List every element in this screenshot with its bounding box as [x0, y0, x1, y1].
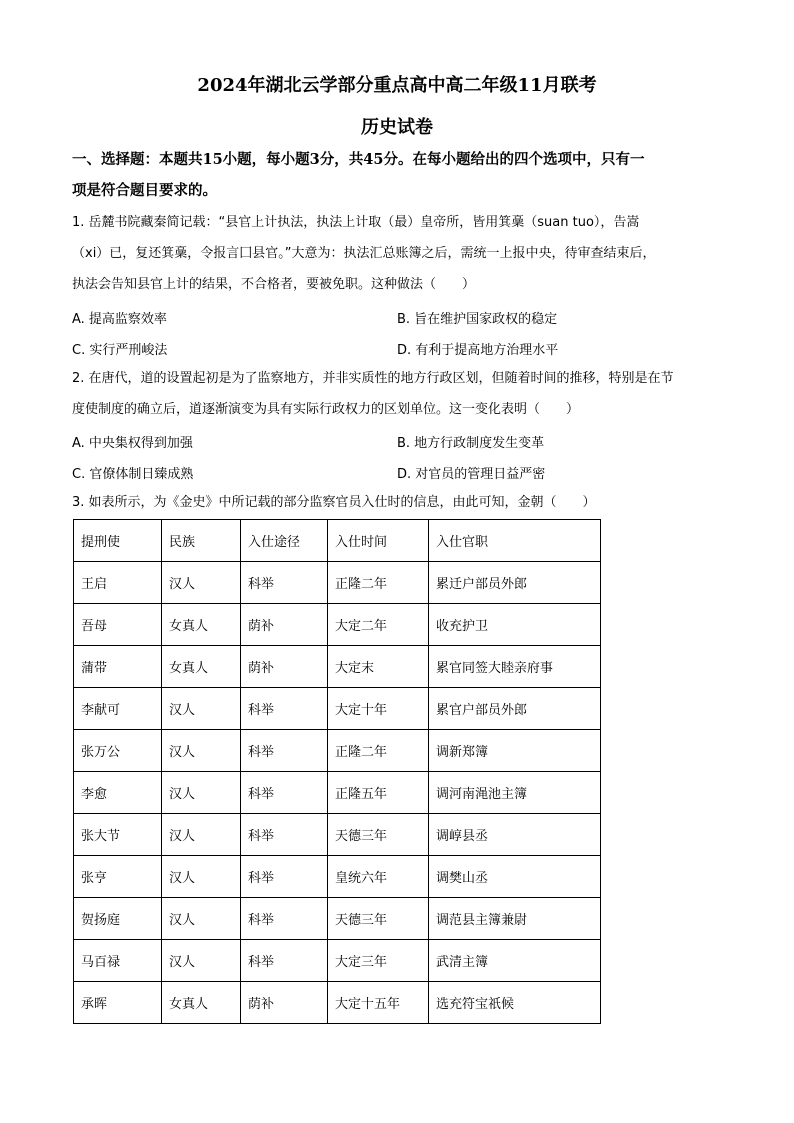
- question-2-option-b[interactable]: B. 地方行政制度发生变革: [397, 436, 545, 451]
- table-row: [74, 730, 601, 772]
- question-2-option-a[interactable]: A. 中央集权得到加强: [72, 436, 193, 451]
- table-cell: 皇统六年: [328, 856, 429, 898]
- question-2-stem: [72, 363, 722, 425]
- question-3-stem: 3. 如表所示，为《金史》中所记载的部分监察官员入仕时的信息，由此可知，金朝（ ）: [72, 495, 596, 510]
- table-cell: 汉人: [162, 562, 241, 604]
- table-cell: 调樊山丞: [429, 856, 601, 898]
- question-1-option-c[interactable]: C. 实行严刑峻法: [72, 343, 168, 358]
- table-cell: 科举: [241, 772, 328, 814]
- table-cell: 汉人: [162, 730, 241, 772]
- table-cell: 汉人: [162, 898, 241, 940]
- table-cell: 大定末: [328, 646, 429, 688]
- official-info-table: [73, 519, 601, 1024]
- table-cell: 汉人: [162, 856, 241, 898]
- table-cell: 正隆二年: [328, 562, 429, 604]
- exam-title: 2024年湖北云学部分重点高中高二年级11月联考: [197, 75, 597, 96]
- table-cell: 荫补: [241, 982, 328, 1024]
- section-instructions: [72, 144, 732, 206]
- table-row: [74, 562, 601, 604]
- table-cell: 大定十年: [328, 688, 429, 730]
- table-cell: 汉人: [162, 814, 241, 856]
- table-cell: 张亨: [74, 856, 162, 898]
- table-cell: 科举: [241, 688, 328, 730]
- table-cell: 调范县主簿兼尉: [429, 898, 601, 940]
- table-header-row: [74, 520, 601, 562]
- table-row: [74, 856, 601, 898]
- question-2-option-c[interactable]: C. 官僚体制日臻成熟: [72, 467, 194, 482]
- table-cell: 汉人: [162, 688, 241, 730]
- section-line-2: 项是符合题目要求的。: [72, 182, 217, 199]
- table-cell: 女真人: [162, 646, 241, 688]
- table-cell: 马百禄: [74, 940, 162, 982]
- table-cell: 女真人: [162, 604, 241, 646]
- table-cell: 承晖: [74, 982, 162, 1024]
- table-cell: 大定三年: [328, 940, 429, 982]
- question-1-option-a[interactable]: A. 提高监察效率: [72, 312, 167, 327]
- table-cell: 汉人: [162, 940, 241, 982]
- table-cell: 女真人: [162, 982, 241, 1024]
- table-cell: 正隆五年: [328, 772, 429, 814]
- table-cell: 大定二年: [328, 604, 429, 646]
- question-1-line-1: 1. 岳麓书院藏秦简记载：“县官上计执法，执法上计取（最）皇帝所，皆用箕稾（suan tuo），告嵩: [72, 215, 640, 230]
- table-cell: 武清主簿: [429, 940, 601, 982]
- table-body: [74, 562, 601, 1024]
- table-cell: 累迁户部员外郎: [429, 562, 601, 604]
- table-cell: 汉人: [162, 772, 241, 814]
- table-row: [74, 940, 601, 982]
- table-header-cell: 入仕时间: [328, 520, 429, 562]
- table-cell: 科举: [241, 730, 328, 772]
- table-header-cell: 提刑使: [74, 520, 162, 562]
- table-cell: 科举: [241, 856, 328, 898]
- table-cell: 正隆二年: [328, 730, 429, 772]
- table-cell: 李愈: [74, 772, 162, 814]
- table-cell: 李献可: [74, 688, 162, 730]
- table-cell: 调新郑簿: [429, 730, 601, 772]
- table-cell: 选充符宝祇候: [429, 982, 601, 1024]
- table-cell: 科举: [241, 814, 328, 856]
- table-row: [74, 982, 601, 1024]
- table-cell: 吾母: [74, 604, 162, 646]
- table-cell: 累官同签大睦亲府事: [429, 646, 601, 688]
- question-1-stem: [72, 207, 722, 300]
- table-cell: 累官户部员外郎: [429, 688, 601, 730]
- table-cell: 调河南渑池主簿: [429, 772, 601, 814]
- table-cell: 调崞县丞: [429, 814, 601, 856]
- table-cell: 收充护卫: [429, 604, 601, 646]
- table-cell: 张大节: [74, 814, 162, 856]
- table-cell: 科举: [241, 940, 328, 982]
- table-header-cell: 入仕官职: [429, 520, 601, 562]
- table-cell: 科举: [241, 562, 328, 604]
- table-header-cell: 民族: [162, 520, 241, 562]
- table-cell: 王启: [74, 562, 162, 604]
- table-row: [74, 604, 601, 646]
- table-cell: 荫补: [241, 604, 328, 646]
- table-header-cell: 入仕途径: [241, 520, 328, 562]
- question-1-line-3: 执法会告知县官上计的结果，不合格者，要被免职。这种做法（ ）: [72, 277, 476, 292]
- table-row: [74, 772, 601, 814]
- table-cell: 蒲带: [74, 646, 162, 688]
- table-row: [74, 688, 601, 730]
- question-2-line-1: 2. 在唐代，道的设置起初是为了监察地方，并非实质性的地方行政区划，但随着时间的推移，特别是在节: [72, 371, 674, 386]
- subject-title: 历史试卷: [361, 117, 433, 138]
- question-1-option-d[interactable]: D. 有利于提高地方治理水平: [397, 343, 559, 358]
- question-1-line-2: （xi）已，复还箕稾，令报言囗县官。”大意为：执法汇总账簿之后，需统一上报中央，待审查结束后，: [72, 246, 656, 261]
- table-cell: 荫补: [241, 646, 328, 688]
- table-row: [74, 646, 601, 688]
- table-cell: 大定十五年: [328, 982, 429, 1024]
- table-cell: 张万公: [74, 730, 162, 772]
- table-cell: 科举: [241, 898, 328, 940]
- table-cell: 天德三年: [328, 814, 429, 856]
- table-cell: 贺扬庭: [74, 898, 162, 940]
- section-line-1: 一、选择题：本题共15小题，每小题3分，共45分。在每小题给出的四个选项中，只有一: [72, 151, 645, 168]
- question-2-line-2: 度使制度的确立后，道逐渐演变为具有实际行政权力的区划单位。这一变化表明（ ）: [72, 402, 580, 417]
- table-row: [74, 898, 601, 940]
- table-cell: 天德三年: [328, 898, 429, 940]
- question-2-option-d[interactable]: D. 对官员的管理日益严密: [397, 467, 546, 482]
- question-1-option-b[interactable]: B. 旨在维护国家政权的稳定: [397, 312, 558, 327]
- table-row: [74, 814, 601, 856]
